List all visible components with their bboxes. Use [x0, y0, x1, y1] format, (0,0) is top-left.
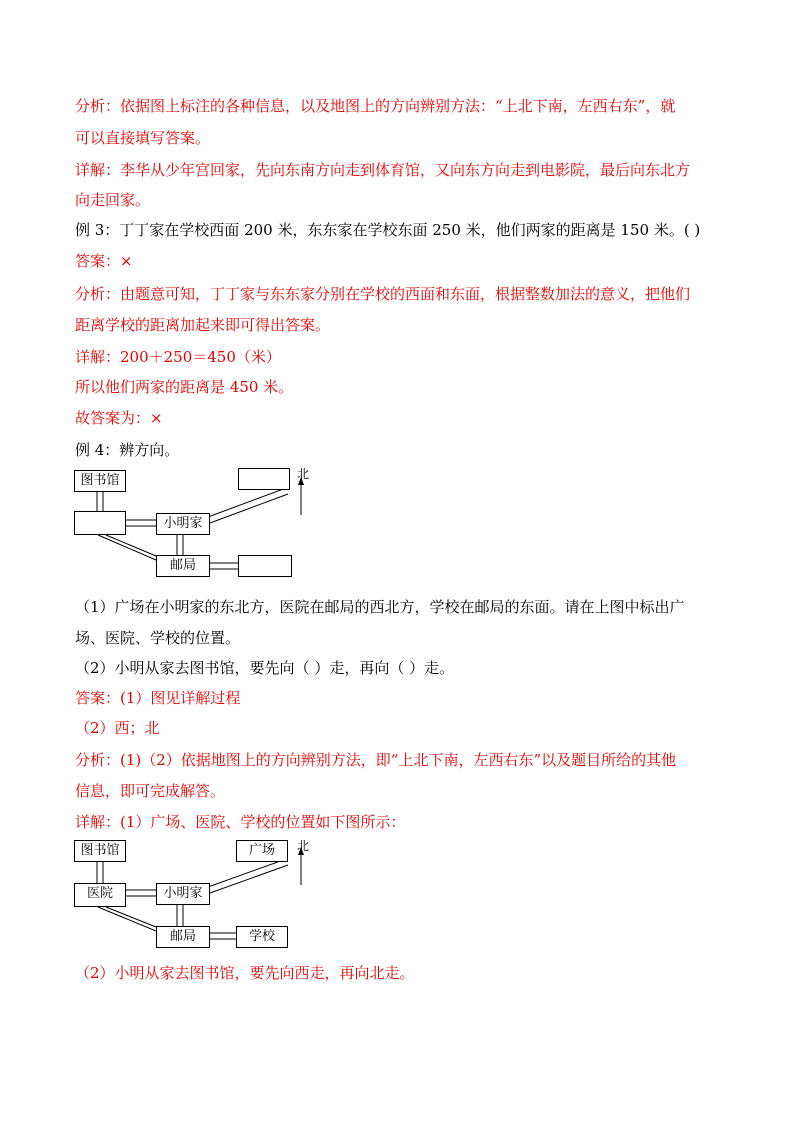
line-9: 详解：200＋250＝450（米） [75, 348, 281, 366]
library-box: 图书馆 [74, 840, 126, 862]
square-box: 广场 [236, 840, 288, 862]
line-8: 距离学校的距离加起来即可得出答案。 [75, 316, 331, 334]
empty-top-right-box [238, 468, 290, 490]
north-label: 北 [297, 839, 310, 853]
line-12: 例 4：辨方向。 [75, 441, 180, 459]
line-10: 所以他们两家的距离是 450 米。 [75, 378, 294, 396]
library-box: 图书馆 [74, 470, 126, 492]
line-6: 答案：× [75, 252, 133, 270]
line-11: 故答案为：× [75, 409, 163, 427]
line-16: 答案：(1）图见详解过程 [75, 689, 241, 707]
line-19: 信息，即可完成解答。 [75, 782, 226, 800]
line-21: （2）小明从家去图书馆，要先向西走，再向北走。 [75, 964, 415, 982]
post-box: 邮局 [156, 555, 210, 577]
home-box: 小明家 [156, 513, 210, 535]
line-15: （2）小明从家去图书馆，要先向（ ）走，再向（ ）走。 [75, 659, 455, 677]
post-box: 邮局 [156, 926, 210, 948]
line-5: 例 3：丁丁家在学校西面 200 米，东东家在学校东面 250 米，他们两家的距离是 150 米。( ) [75, 221, 701, 239]
home-box: 小明家 [156, 883, 210, 905]
empty-right-box [238, 555, 292, 577]
line-1: 分析：依据图上标注的各种信息，以及地图上的方向辨别方法：“上北下南，左西右东”，就 [75, 97, 676, 115]
line-4: 向走回家。 [75, 191, 151, 209]
line-13: （1）广场在小明家的东北方，医院在邮局的西北方，学校在邮局的东面。请在上图中标出广 [75, 598, 685, 616]
line-2: 可以直接填写答案。 [75, 129, 211, 147]
line-14: 场、医院、学校的位置。 [75, 629, 241, 647]
line-20: 详解：(1）广场、医院、学校的位置如下图所示： [75, 813, 406, 831]
direction-map-answer [70, 835, 320, 950]
line-18: 分析：(1)（2）依据地图上的方向辨别方法，即“上北下南，左西右东”以及题目所给的其他 [75, 751, 677, 769]
school-box: 学校 [236, 926, 288, 948]
line-7: 分析：由题意可知，丁丁家与东东家分别在学校的西面和东面，根据整数加法的意义，把他们 [75, 285, 691, 303]
direction-map-question [70, 465, 320, 580]
empty-left-box [74, 511, 126, 535]
north-label: 北 [297, 467, 310, 481]
hospital-box: 医院 [74, 883, 126, 907]
line-3: 详解：李华从少年宫回家，先向东南方向走到体育馆，又向东方向走到电影院，最后向东北方 [75, 161, 691, 179]
line-17: （2）西；北 [75, 719, 160, 737]
